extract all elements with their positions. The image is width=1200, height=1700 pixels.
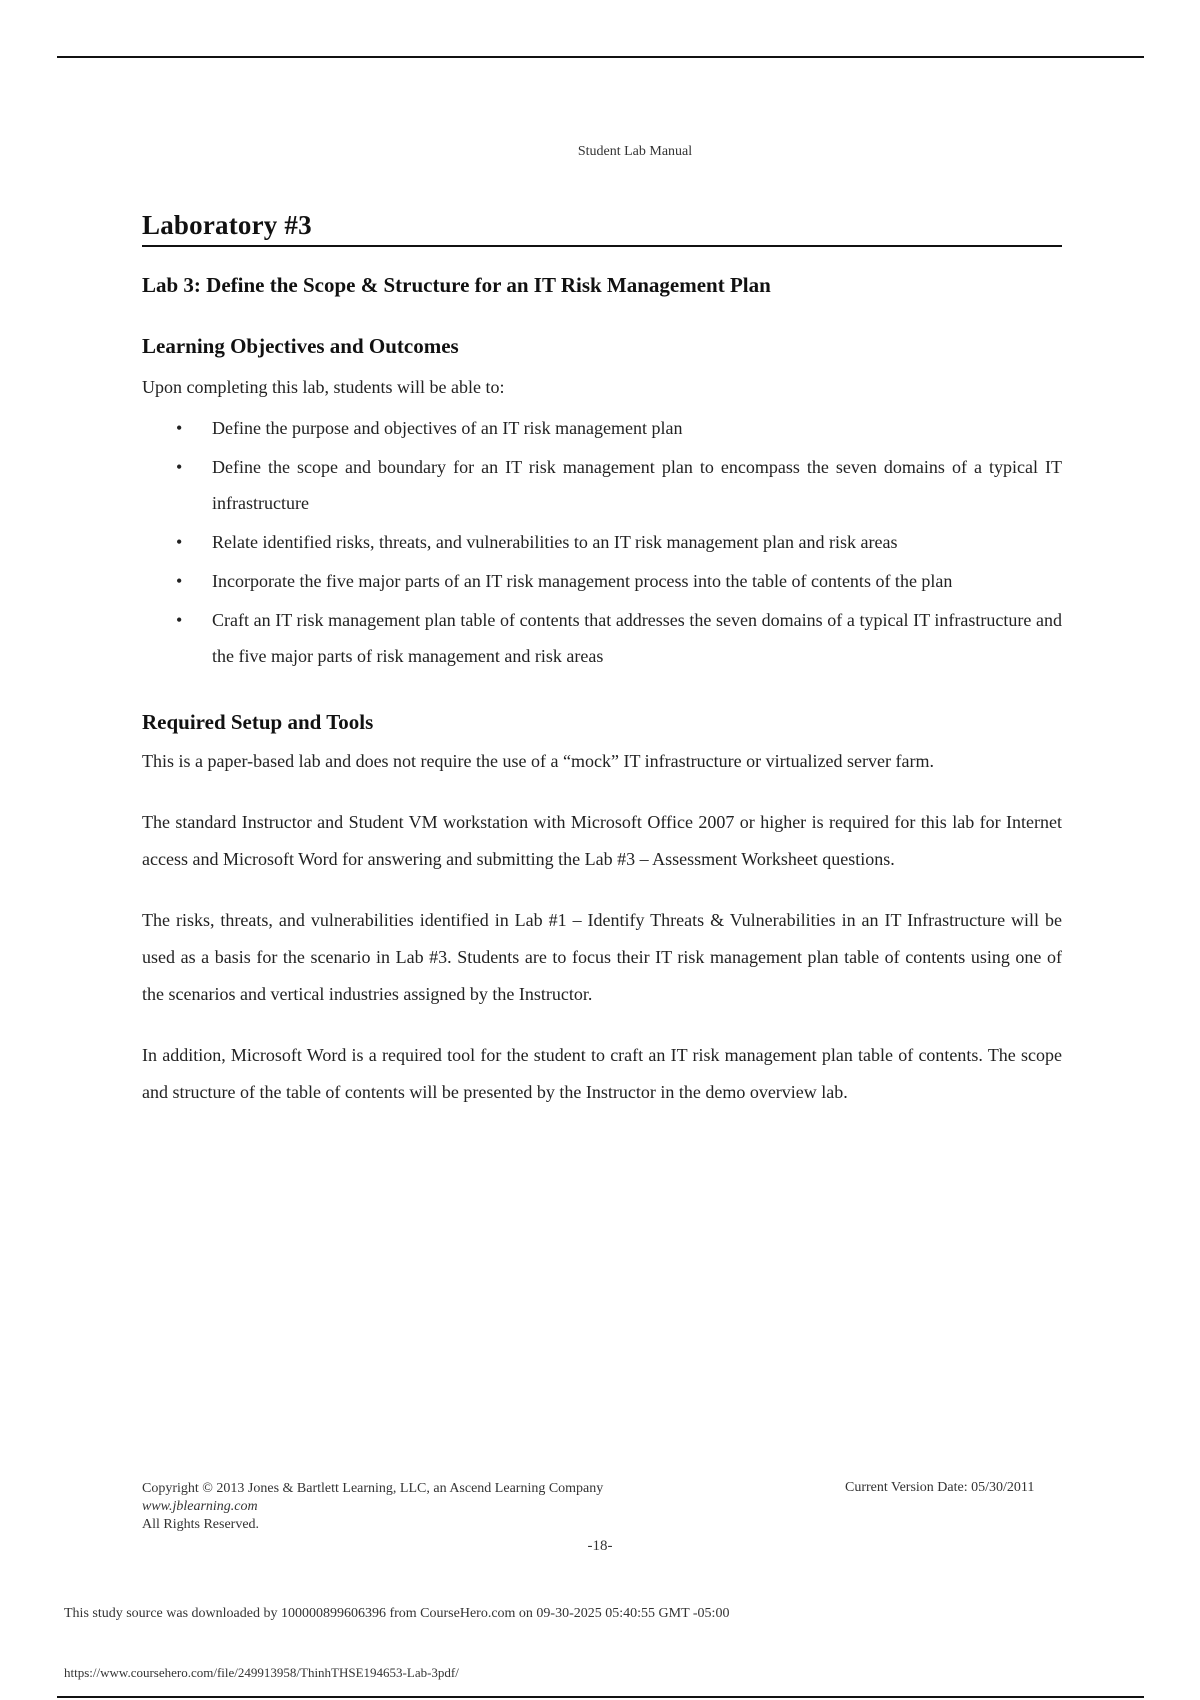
setup-paragraph: The standard Instructor and Student VM workstation with Microsoft Office 2007 or higher is required for this lab for Internet access and Microsoft Word for answering and submitting the Lab #3 – Assessment Worksheet questions.: [142, 812, 1062, 869]
bullet-icon: •: [176, 571, 183, 591]
source-url: https://www.coursehero.com/file/249913958/ThinhTHSE194653-Lab-3pdf/: [64, 1665, 459, 1680]
objectives-list: [142, 410, 1062, 674]
objective-item: [142, 602, 1062, 674]
setup-paragraph: This is a paper-based lab and does not require the use of a “mock” IT infrastructure or virtualized server farm.: [142, 751, 934, 771]
top-rule: [57, 56, 1144, 58]
running-header: Student Lab Manual: [577, 144, 693, 159]
objective-item: [142, 449, 1062, 521]
objective-item: [142, 524, 1062, 560]
setup-paragraphs: [142, 743, 1062, 1111]
objectives-heading: Learning Objectives and Outcomes: [142, 334, 459, 358]
bullet-icon: •: [176, 532, 183, 552]
rights-text: All Rights Reserved.: [142, 1517, 260, 1532]
lab-title: Laboratory #3: [142, 210, 1062, 247]
objective-text: Craft an IT risk management plan table of contents that addresses the seven domains of a typical IT infrastructure and the five major parts of risk management and risk areas: [212, 610, 1062, 666]
objectives-intro: Upon completing this lab, students will be able to:: [142, 377, 505, 397]
version-date: Current Version Date: 05/30/2011: [845, 1480, 1035, 1495]
objective-text: Relate identified risks, threats, and vulnerabilities to an IT risk management plan and risk areas: [212, 532, 898, 552]
bullet-icon: •: [176, 457, 183, 477]
page-content: [142, 210, 1062, 1111]
bottom-rule: [57, 1696, 1144, 1698]
objective-item: [142, 563, 1062, 599]
copyright-text: Copyright © 2013 Jones & Bartlett Learning, LLC, an Ascend Learning Company: [142, 1481, 604, 1496]
download-source-note: This study source was downloaded by 100000899606396 from CourseHero.com on 09-30-2025 05:40:55 GMT -05:00: [64, 1606, 730, 1621]
setup-heading: Required Setup and Tools: [142, 710, 374, 734]
footer-copyright-block: [142, 1480, 603, 1534]
setup-paragraph: The risks, threats, and vulnerabilities identified in Lab #1 – Identify Threats & Vulnerabilities in an IT Infrastructure will be used as a basis for the scenario in Lab #3. Students are to focus their IT risk management plan table of contents using one of the scenarios and vertical industries assigned by the Instructor.: [142, 910, 1062, 1004]
bullet-icon: •: [176, 418, 183, 438]
objective-text: Define the scope and boundary for an IT risk management plan to encompass the seven domains of a typical IT infrastructure: [212, 457, 1062, 513]
setup-paragraph: In addition, Microsoft Word is a required tool for the student to craft an IT risk management plan table of contents. The scope and structure of the table of contents will be presented by the Instructor in the demo overview lab.: [142, 1045, 1062, 1102]
bullet-icon: •: [176, 610, 183, 630]
objective-item: [142, 410, 1062, 446]
lab-subtitle: Lab 3: Define the Scope & Structure for an IT Risk Management Plan: [142, 273, 771, 297]
page-number: -18-: [587, 1538, 613, 1554]
objective-text: Define the purpose and objectives of an IT risk management plan: [212, 418, 683, 438]
objective-text: Incorporate the five major parts of an IT risk management process into the table of contents of the plan: [212, 571, 953, 591]
publisher-website: www.jblearning.com: [142, 1499, 258, 1514]
